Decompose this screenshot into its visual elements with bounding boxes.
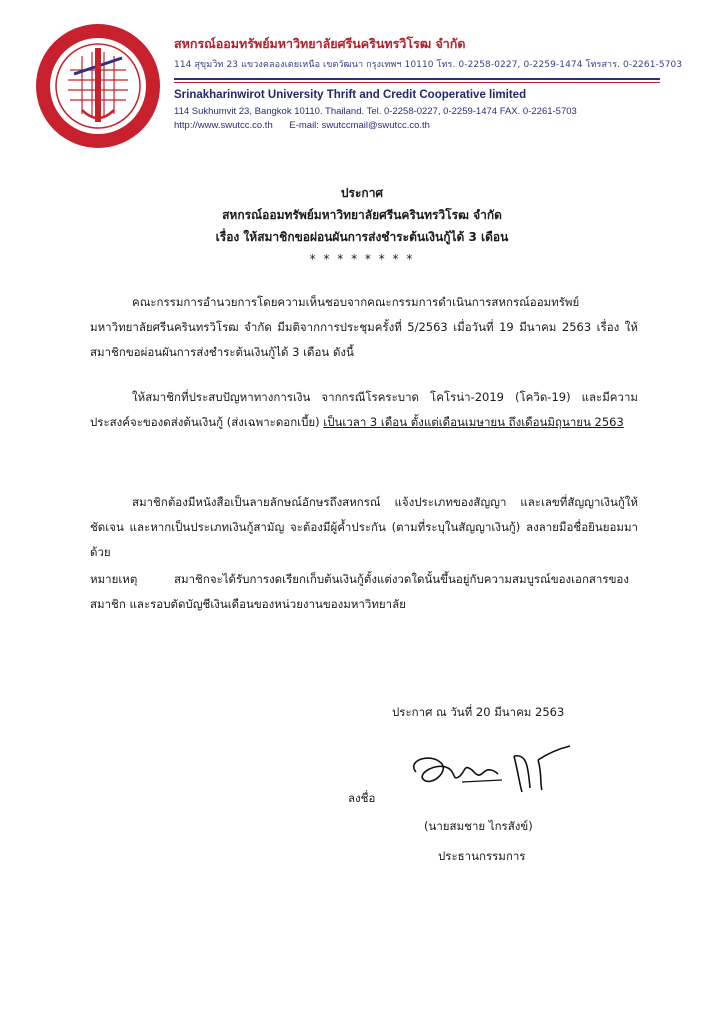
paragraph-resolution-text: คณะกรรมการอำนวยการโดยความเห็นชอบจากคณะกรรมการดำเนินการสหกรณ์ออมทรัพย์มหาวิทยาลัยศรีนครินทรวิโรฒ จำกัด มีมติจากการประชุมครั้งที่ 5/2563 เมื่อวันที่ 19 มีนาคม 2563 เรื่อง ให้สมาชิกขอผ่อนผันการส่งชำระต้นเงินกู้ได้ 3 เดือน ดังนี้: [90, 295, 638, 359]
handwritten-signature: [402, 742, 577, 804]
contact-row: [174, 120, 444, 131]
paragraph-requirements: [90, 490, 638, 565]
paragraph-note: [90, 567, 638, 617]
paragraph-resolution: [90, 290, 638, 365]
signer-position: ประธานกรรมการ: [438, 849, 526, 863]
paragraph-eligibility: [90, 385, 638, 435]
email-link[interactable]: E-mail: swutccmail@swutcc.co.th: [289, 120, 430, 131]
address-english: 114 Sukhumvit 23, Bangkok 10110. Thailand. Tel. 0-2258-0227, 0-2259-1474 FAX. 0-2261-5703: [174, 106, 577, 117]
signer-name: (นายสมชาย ไกรสังข์): [424, 819, 533, 833]
announcement-heading: ประกาศ: [340, 186, 384, 200]
announcement-subject: เรื่อง ให้สมาชิกขอผ่อนผันการส่งชำระต้นเงินกู้ได้ 3 เดือน: [215, 230, 509, 244]
cooperative-seal-logo-icon: [34, 22, 162, 150]
header-divider-accent: [174, 82, 660, 83]
org-name-english: Srinakharinwirot University Thrift and Credit Cooperative limited: [174, 89, 527, 101]
announcement-title-block: [0, 182, 724, 270]
signature-label: ลงชื่อ: [348, 791, 376, 805]
announcement-issuer: สหกรณ์ออมทรัพย์มหาวิทยาลัยศรีนครินทรวิโรฒ จำกัด: [222, 208, 502, 222]
deferral-period-text: เป็นเวลา 3 เดือน ตั้งแต่เดือนเมษายน ถึงเดือนมิถุนายน 2563: [323, 415, 624, 429]
address-thai: 114 สุขุมวิท 23 แขวงคลองเตยเหนือ เขตวัฒนา กรุงเทพฯ 10110 โทร. 0-2258-0227, 0-2259-1474 โทรสาร. 0-2261-5703: [174, 60, 683, 70]
announcement-date: ประกาศ ณ วันที่ 20 มีนาคม 2563: [392, 705, 565, 719]
paragraph-eligibility-text: ให้สมาชิกที่ประสบปัญหาทางการเงิน จากกรณีโรคระบาด โคโรน่า-2019 (โควิด-19) และมีความประสงค์จะของดส่งต้นเงินกู้ (ส่งเฉพาะดอกเบี้ย): [90, 390, 638, 429]
website-link[interactable]: http://www.swutcc.co.th: [174, 120, 273, 131]
header-divider: [174, 78, 660, 80]
note-text: สมาชิกจะได้รับการงดเรียกเก็บต้นเงินกู้ตั้งแต่งวดใดนั้นขึ้นอยู่กับความสมบูรณ์ของเอกสารของสมาชิก และรอบตัดบัญชีเงินเดือนของหน่วยงานของมหาวิทยาลัย: [90, 572, 629, 611]
section-divider: * * * * * * * *: [309, 252, 415, 266]
paragraph-requirements-text: สมาชิกต้องมีหนังสือเป็นลายลักษณ์อักษรถึงสหกรณ์ แจ้งประเภทของสัญญา และเลขที่สัญญาเงินกู้ให้ชัดเจน และหากเป็นประเภทเงินกู้สามัญ จะต้องมีผู้ค้ำประกัน (ตามที่ระบุในสัญญาเงินกู้) ลงลายมือชื่อยินยอมมาด้วย: [90, 495, 638, 559]
note-label: หมายเหตุ: [90, 572, 138, 586]
org-name-thai: สหกรณ์ออมทรัพย์มหาวิทยาลัยศรีนครินทรวิโรฒ จำกัด: [174, 36, 466, 51]
